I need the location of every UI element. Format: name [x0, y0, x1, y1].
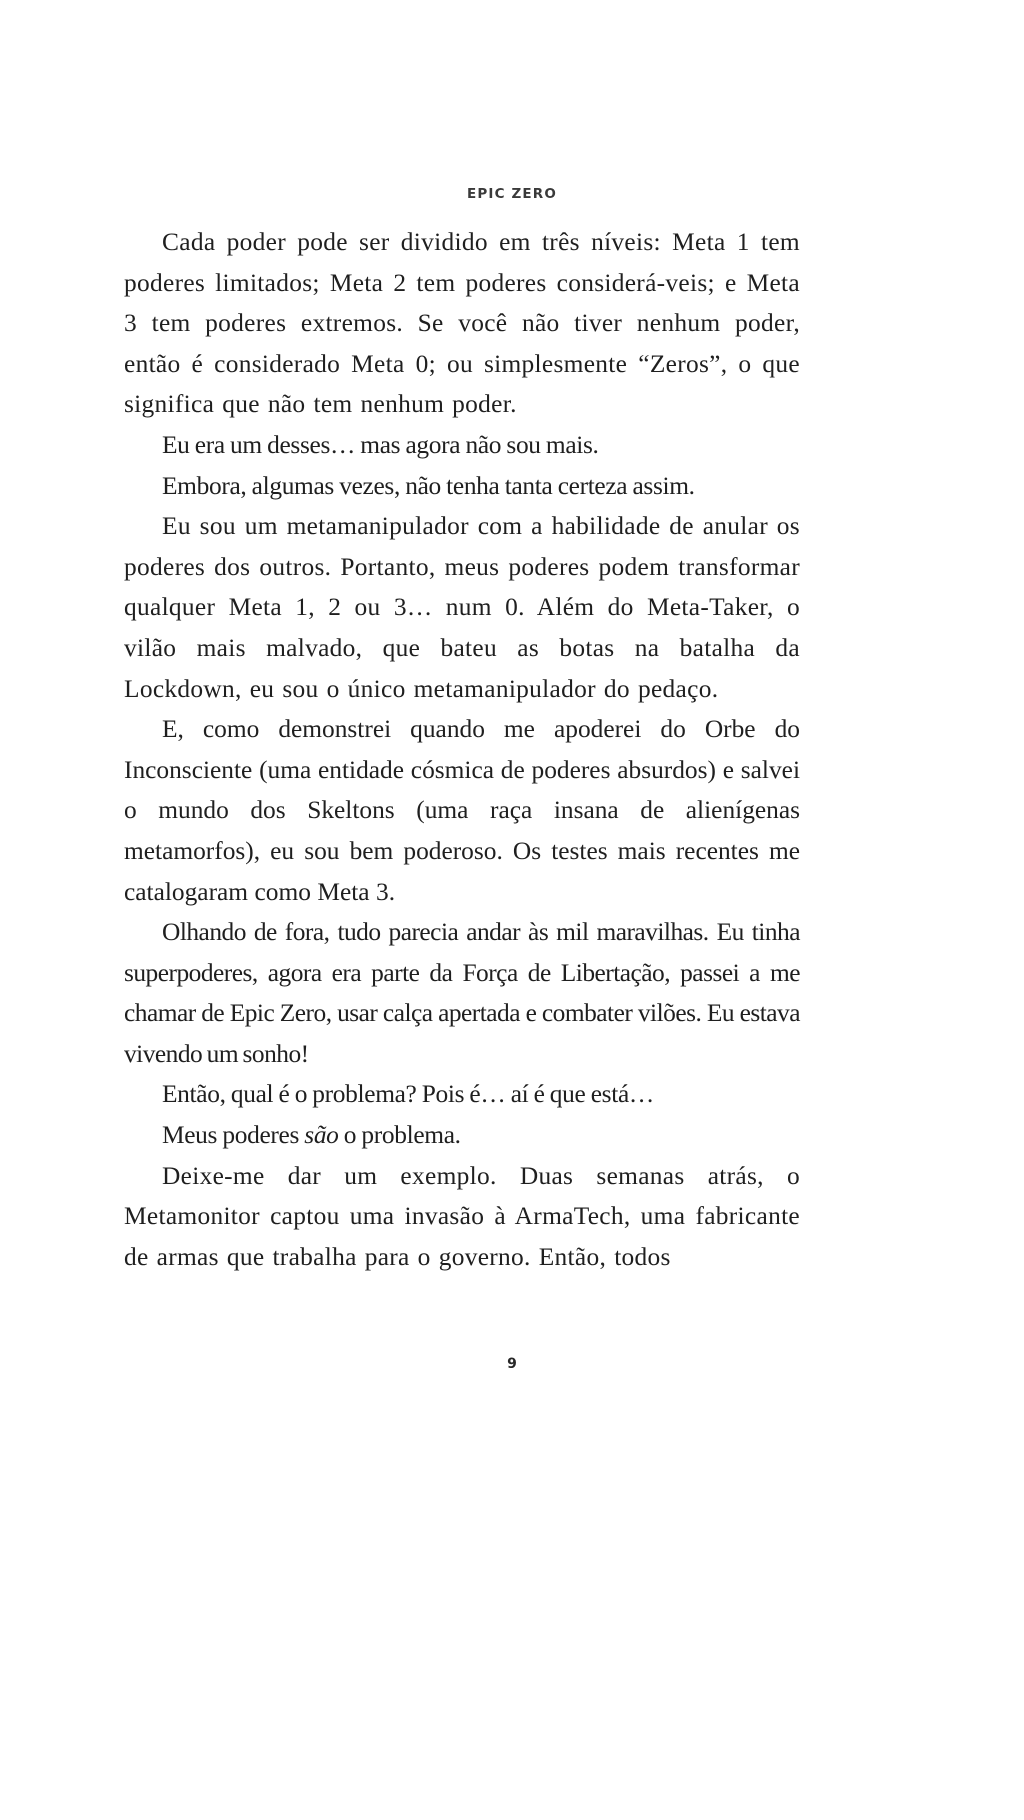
paragraph-1: Cada poder pode ser dividido em três níveis: Meta 1 tem poderes limitados; Meta 2 tem poderes considerá-veis; e Meta 3 tem poderes extremos. Se você não tiver nenhum poder, então é considerado Meta 0; ou simplesmente “Zeros”, o que significa que não tem nenhum poder.	[124, 228, 800, 419]
paragraph-8-segment-italic: são	[304, 1121, 339, 1150]
running-head: EPIC ZERO	[467, 186, 557, 202]
paragraph-8-segment-roman-1: Meus poderes	[162, 1121, 305, 1150]
paragraph-8-segment-roman-2: o problema.	[338, 1121, 461, 1150]
paragraph-5: E, como demonstrei quando me apoderei do Orbe do Inconsciente (uma entidade cósmica de poderes absurdos) e salvei o mundo dos Skeltons (uma raça insana de alienígenas metamorfos), eu sou bem poderoso. Os testes mais recentes me catalogaram como Meta 3.	[124, 715, 800, 906]
paragraph-6: Olhando de fora, tudo parecia andar às mil maravilhas. Eu tinha superpoderes, agora era parte da Força de Libertação, passei a me chamar de Epic Zero, usar calça apertada e combater vilões. Eu estava vivendo um sonho!	[124, 918, 800, 1068]
paragraph-2: Eu era um desses… mas agora não sou mais.	[162, 430, 599, 459]
paragraph-8	[124, 1115, 800, 1156]
paragraph-4: Eu sou um metamanipulador com a habilidade de anular os poderes dos outros. Portanto, meus poderes podem transformar qualquer Meta 1, 2 ou 3… num 0. Além do Meta-Taker, o vilão mais malvado, que bateu as botas na batalha da Lockdown, eu sou o único metamanipulador do pedaço.	[124, 512, 800, 703]
paragraph-3: Embora, algumas vezes, não tenha tanta certeza assim.	[162, 471, 695, 500]
page-number: 9	[507, 1356, 517, 1372]
body-text-block	[124, 222, 800, 1277]
paragraph-9: Deixe-me dar um exemplo. Duas semanas atrás, o Metamonitor captou uma invasão à ArmaTech, uma fabricante de armas que trabalha para o governo. Então, todos	[124, 1161, 800, 1271]
paragraph-7: Então, qual é o problema? Pois é… aí é que está…	[162, 1080, 654, 1109]
